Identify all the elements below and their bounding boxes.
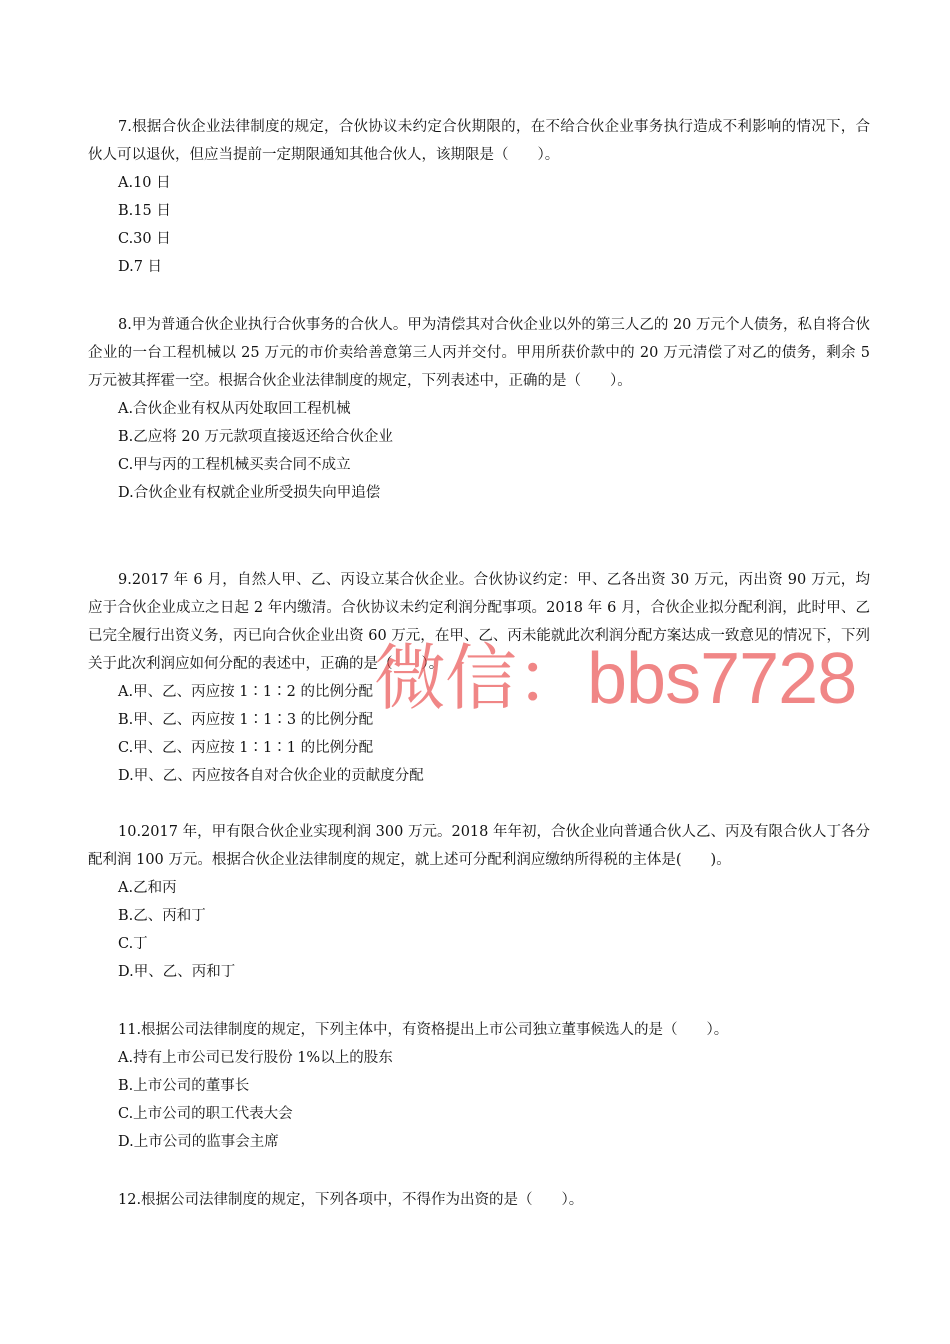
option-c: C.30 日 [118, 231, 171, 247]
question-stem: 10.2017 年，甲有限合伙企业实现利润 300 万元。2018 年年初，合伙企业向普通合伙人乙、丙及有限合伙人丁各分配利润 100 万元。根据合伙企业法律制度的规定，就上述可分配利润应缴纳所得税的主体是( )。 [88, 824, 870, 868]
watermark-text: 微信：bbs7728 [374, 639, 857, 719]
question-8 [88, 311, 870, 507]
option-c: C.甲、乙、丙应按 1∶1∶1 的比例分配 [118, 740, 374, 756]
option-a: A.持有上市公司已发行股份 1%以上的股东 [118, 1050, 393, 1066]
option-list [88, 678, 870, 790]
question-9 [88, 566, 870, 790]
option-b: B.15 日 [118, 203, 171, 219]
option-d: D.甲、乙、丙应按各自对合伙企业的贡献度分配 [118, 768, 424, 784]
question-stem: 7.根据合伙企业法律制度的规定，合伙协议未约定合伙期限的，在不给合伙企业事务执行造成不利影响的情况下，合伙人可以退伙，但应当提前一定期限通知其他合伙人，该期限是（ ）。 [88, 119, 870, 163]
question-7 [88, 113, 870, 281]
option-d: D.上市公司的监事会主席 [118, 1134, 279, 1150]
question-12 [88, 1186, 870, 1214]
option-b: B.乙应将 20 万元款项直接返还给合伙企业 [118, 429, 393, 445]
option-a: A.合伙企业有权从丙处取回工程机械 [118, 401, 351, 417]
option-b: B.上市公司的董事长 [118, 1078, 250, 1094]
option-a: A.甲、乙、丙应按 1∶1∶2 的比例分配 [118, 684, 373, 700]
option-c: C.上市公司的职工代表大会 [118, 1106, 293, 1122]
question-stem: 9.2017 年 6 月，自然人甲、乙、丙设立某合伙企业。合伙协议约定：甲、乙各出资 30 万元，丙出资 90 万元，均应于合伙企业成立之日起 2 年内缴清。合伙协议未约定利润分配事项。2018 年 6 月，合伙企业拟分配利润，此时甲、乙已完全履行出资义务，丙已向合伙企业出资 60 万元，在甲、乙、丙未能就此次利润分配方案达成一致意见的情况下，下列关于此次利润应如何分配的表述中，正确的是（ ）。 [88, 572, 870, 672]
question-11 [88, 1016, 870, 1156]
option-b: B.乙、丙和丁 [118, 908, 206, 924]
option-a: A.乙和丙 [118, 880, 177, 896]
option-b: B.甲、乙、丙应按 1∶1∶3 的比例分配 [118, 712, 374, 728]
option-d: D.合伙企业有权就企业所受损失向甲追偿 [118, 485, 381, 501]
option-d: D.7 日 [118, 259, 163, 275]
option-list [88, 395, 870, 507]
question-stem: 11.根据公司法律制度的规定，下列主体中，有资格提出上市公司独立董事候选人的是（ ）。 [118, 1022, 729, 1038]
option-a: A.10 日 [118, 175, 171, 191]
option-d: D.甲、乙、丙和丁 [118, 964, 236, 980]
option-list [88, 874, 870, 986]
option-list [88, 1044, 870, 1156]
option-c: C.丁 [118, 936, 148, 952]
question-stem: 12.根据公司法律制度的规定，下列各项中，不得作为出资的是（ ）。 [118, 1192, 584, 1208]
question-stem: 8.甲为普通合伙企业执行合伙事务的合伙人。甲为清偿其对合伙企业以外的第三人乙的 20 万元个人债务，私自将合伙企业的一台工程机械以 25 万元的市价卖给善意第三人丙并交付。甲用所获价款中的 20 万元清偿了对乙的债务，剩余 5 万元被其挥霍一空。根据合伙企业法律制度的规定，下列表述中，正确的是（ ）。 [88, 317, 870, 389]
option-list [88, 169, 870, 281]
option-c: C.甲与丙的工程机械买卖合同不成立 [118, 457, 351, 473]
question-10 [88, 818, 870, 986]
